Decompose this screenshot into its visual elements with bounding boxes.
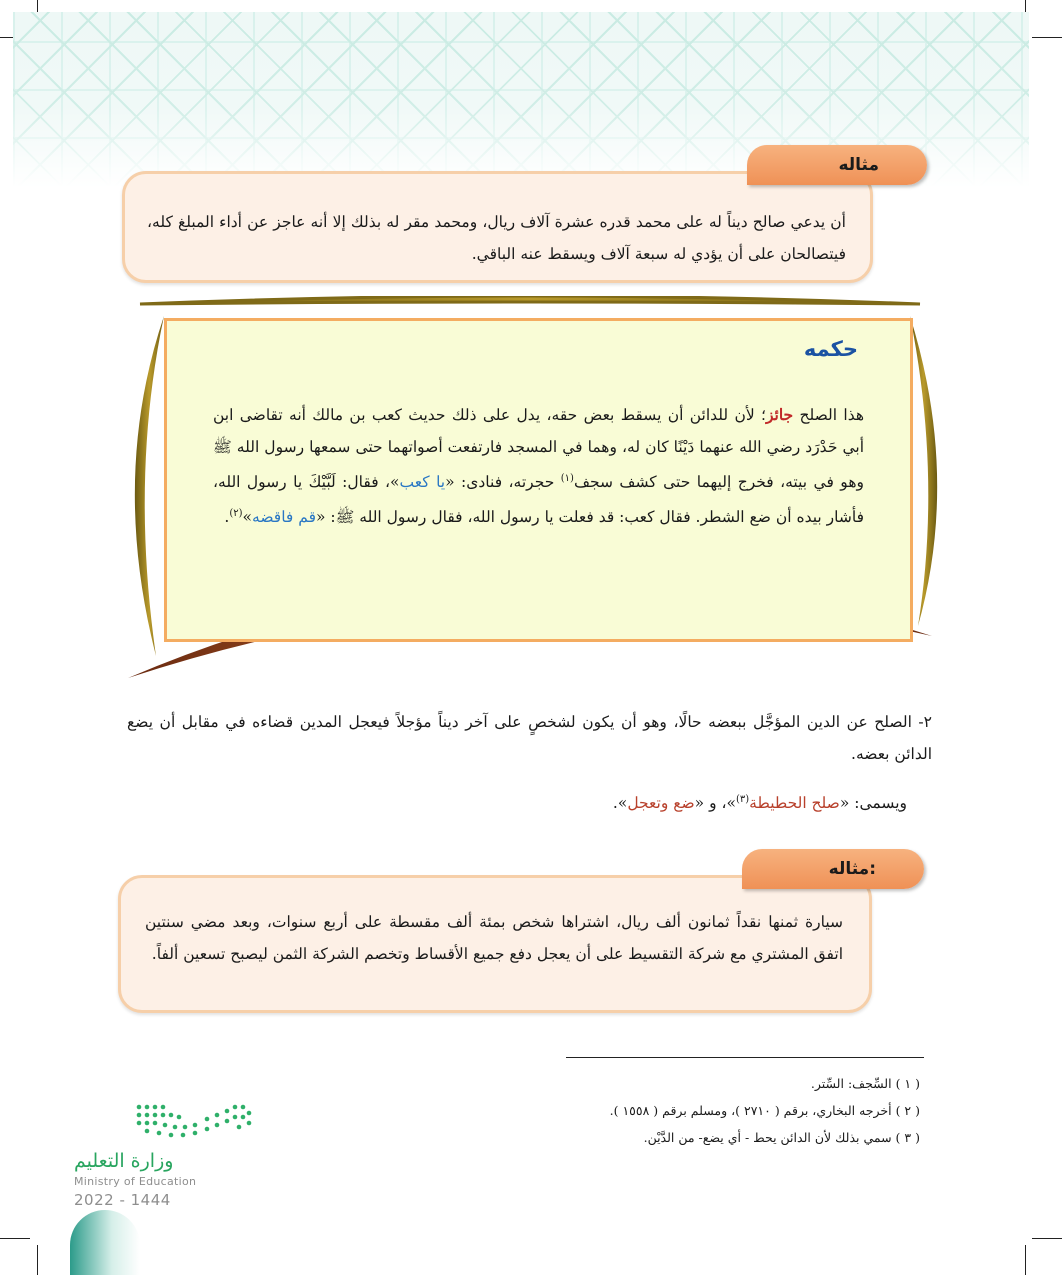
example-card-2 xyxy=(118,875,872,1013)
ruling-text xyxy=(213,399,864,533)
footer-arch-decoration xyxy=(70,1210,140,1275)
example-tab-1 xyxy=(747,145,927,185)
ruling-text-part: » xyxy=(242,508,253,527)
crop-mark xyxy=(0,1238,30,1239)
footnote-2: ( ٢ ) أخرجه البخاري، برقم ( ٢٧١٠ )، ومسلم برقم ( ١٥٥٨ ). xyxy=(609,1103,920,1118)
point-2-text: ٢- الصلح عن الدين المؤجَّل ببعضه حالًا، وهو أن يكون لشخصٍ على آخر ديناً مؤجلاً فيعجل المدين قضاءه في مقابل أن يضع الدائن بعضه. xyxy=(127,713,932,763)
name-hatita: صلح الحطيطة xyxy=(749,794,840,813)
crop-mark xyxy=(1032,37,1062,38)
crop-mark xyxy=(37,1245,38,1275)
point-2-names xyxy=(207,784,907,819)
ruling-highlight: جائز xyxy=(765,405,794,424)
ruling-box xyxy=(164,318,913,642)
ruling-title: حكمه xyxy=(803,337,858,361)
example-card-1 xyxy=(122,171,873,283)
crop-mark xyxy=(1025,1245,1026,1275)
example-tab-label-1: مثاله xyxy=(838,155,879,175)
hadith-quote-2: قم فاقضه xyxy=(252,508,316,527)
ministry-logo-arabic: وزارة التعليم xyxy=(74,1150,174,1172)
ruling-text-part: . xyxy=(224,508,230,527)
ribbon-right xyxy=(910,316,937,626)
hadith-quote-1: يا كعب xyxy=(399,473,446,492)
crop-mark xyxy=(1032,1238,1062,1239)
footnote-rule xyxy=(566,1057,924,1058)
ruling-text-part: هذا الصلح xyxy=(793,406,865,424)
name-da-wa-taajjal: ضع وتعجل xyxy=(627,794,695,813)
footnote-ref-2[interactable]: (٢) xyxy=(229,508,243,520)
ribbon-left xyxy=(135,316,164,656)
example-tab-2 xyxy=(742,849,924,889)
edition-year: 2022 - 1444 xyxy=(74,1191,171,1209)
footnote-1: ( ١ ) السِّجف: السِّتر. xyxy=(810,1076,920,1091)
names-part: »، و « xyxy=(694,794,736,813)
ribbon-top xyxy=(140,296,920,304)
example-text-2: سيارة ثمنها نقداً ثمانون ألف ريال، اشتراها شخص بمئة ألف مقسطة على أربع سنوات، وبعد مضي سنتين اتفق المشتري مع شركة التقسيط على أن يعجل دفع جميع الأقساط وتخصم الشركة الثمن ليصبح تسعين ألفاً. xyxy=(145,913,843,963)
footnote-ref-3[interactable]: (٣) xyxy=(735,794,750,805)
footnote-3: ( ٣ ) سمي بذلك لأن الدائن يحط - أي يضع- من الدَّيْن. xyxy=(643,1130,920,1145)
ruling-text-part: ؛ لأن للدائن أن يسقط بعض حقه، يدل على ذلك حديث كعب بن مالك أنه تقاضى ابن أبي حَدْرَد رضي الله عنهما دَيْنًا كان له، وهما في المسجد فارتفعت أصواتهما حتى سمعها رسول الله ﷺ وهو في بيته، فخرج إليهما حتى كشف سجف xyxy=(213,406,864,492)
ministry-logo-english: Ministry of Education xyxy=(74,1175,197,1188)
example-tab-label-2: مثاله: xyxy=(828,859,876,879)
ministry-logo-dots xyxy=(135,1103,253,1139)
ruling-text-part: »، فقال: لَبَّيْكَ يا رسول الله، فأشار بيده أن ضع الشطر. فقال كعب: قد فعلت يا رسول الله، فقال رسول الله ﷺ: « xyxy=(213,473,864,527)
example-text-1: أن يدعي صالح ديناً له على محمد قدره عشرة آلاف ريال، ومحمد مقر له بذلك إلا أنه عاجز عن أداء المبلغ كله، فيتصالحان على أن يؤدي له سبعة آلاف ويسقط عنه الباقي. xyxy=(147,213,846,263)
names-part: ويسمى: « xyxy=(839,794,907,813)
names-part: ». xyxy=(612,794,628,813)
ruling-text-part: حجرته، فنادى: « xyxy=(445,473,561,492)
footnote-ref-1[interactable]: (١) xyxy=(560,473,574,484)
